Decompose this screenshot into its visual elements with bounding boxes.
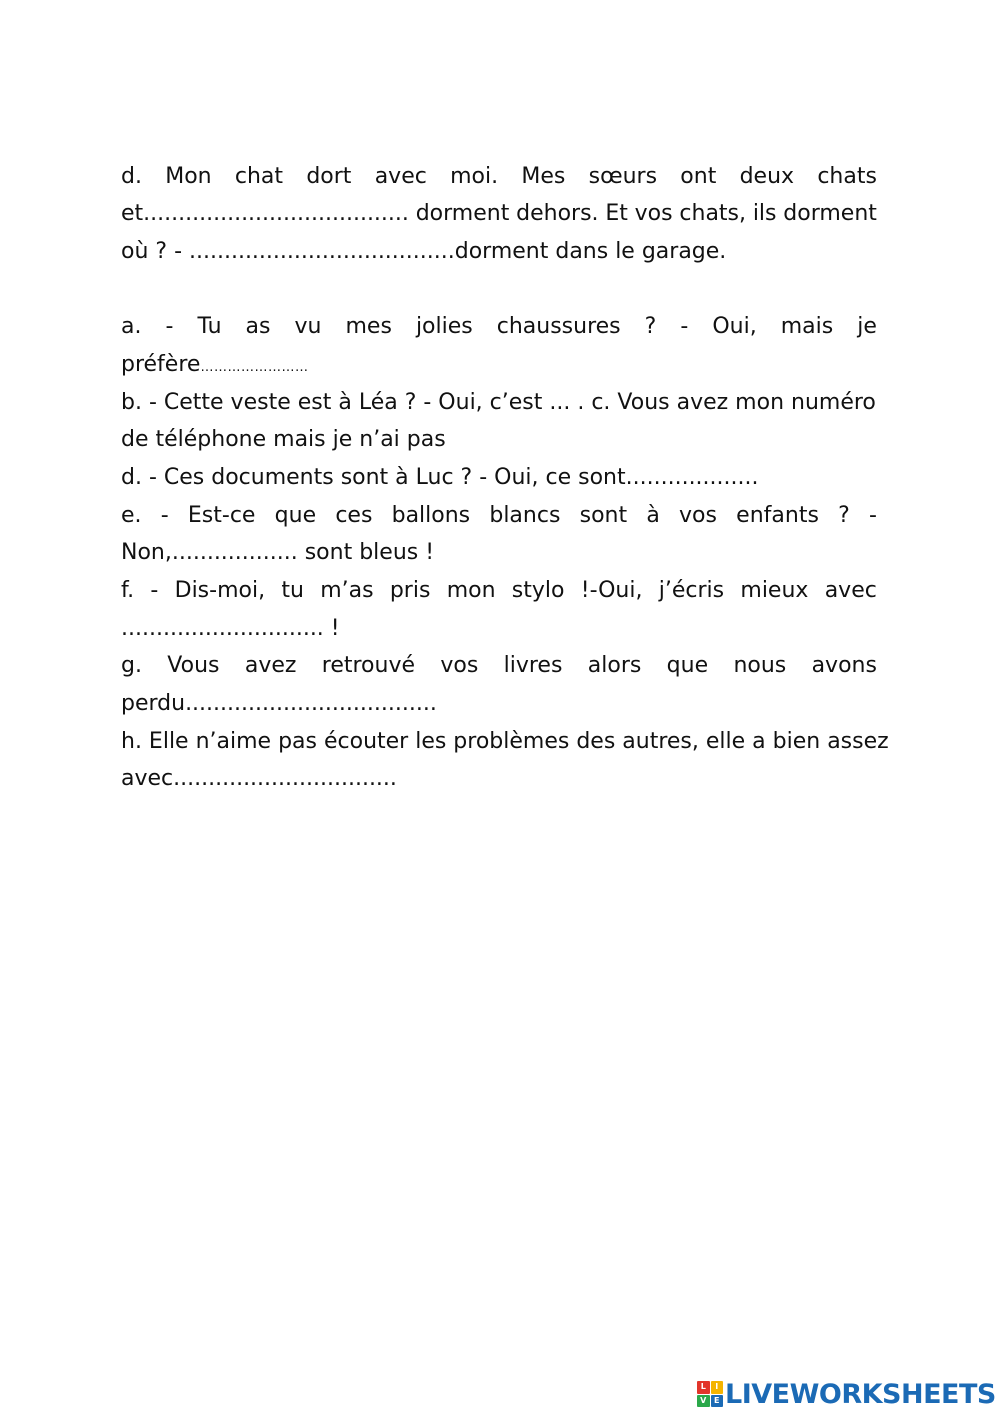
- word: -: [165, 314, 174, 339]
- exercise-a-blank: ……………………: [200, 360, 309, 375]
- word: que: [274, 503, 317, 528]
- exercise-g-line-1: [121, 651, 877, 681]
- word: -: [680, 314, 689, 339]
- exercise-f-line-2: ............................. !: [121, 616, 340, 641]
- word: et......................................: [121, 201, 409, 226]
- word: mieux: [740, 578, 809, 603]
- exercise-e-line-1: [121, 501, 877, 531]
- exercise-d-line-1: [121, 162, 877, 192]
- logo-text: LIVEWORKSHEETS: [725, 1378, 996, 1410]
- word: a.: [121, 314, 142, 339]
- word: chats,: [679, 201, 747, 226]
- word: mes: [345, 314, 392, 339]
- word: Mon: [165, 164, 212, 189]
- liveworksheets-logo[interactable]: [697, 1378, 996, 1410]
- word: e.: [121, 503, 142, 528]
- word: enfants: [736, 503, 819, 528]
- word: mais: [780, 314, 834, 339]
- word: ces: [335, 503, 373, 528]
- exercise-h-line-1: h. Elle n’aime pas écouter les problèmes des autres, elle a bien assez: [121, 729, 889, 754]
- word: vos: [440, 653, 479, 678]
- word: blancs: [489, 503, 561, 528]
- word: retrouvé: [321, 653, 416, 678]
- word: avec: [374, 164, 427, 189]
- word: je: [857, 314, 877, 339]
- exercise-d-line-3: où ? - ......................................dorment dans le garage.: [121, 239, 727, 264]
- word: vos: [634, 201, 673, 226]
- word: -: [869, 503, 877, 528]
- word: dorment: [783, 201, 877, 226]
- word: que: [666, 653, 709, 678]
- exercise-a-word: préfère: [121, 352, 201, 377]
- word: -: [150, 578, 159, 603]
- word: deux: [739, 164, 795, 189]
- exercise-b-line-2: de téléphone mais je n’ai pas: [121, 427, 446, 452]
- word: m’as: [320, 578, 374, 603]
- word: Dis-moi,: [174, 578, 266, 603]
- word: Mes: [521, 164, 566, 189]
- exercise-d2-line: d. - Ces documents sont à Luc ? - Oui, ce sont...................: [121, 465, 759, 490]
- word: avez: [244, 653, 297, 678]
- exercise-e-line-2: Non,.................. sont bleus !: [121, 540, 435, 565]
- word: ?: [838, 503, 850, 528]
- logo-letter: L: [697, 1381, 710, 1394]
- exercise-b-line-1: b. - Cette veste est à Léa ? - Oui, c’est ... . c. Vous avez mon numéro: [121, 390, 876, 415]
- word: dorment: [415, 201, 510, 226]
- word: g.: [121, 653, 142, 678]
- word: avons: [811, 653, 877, 678]
- word: Est-ce: [187, 503, 256, 528]
- word: mon: [446, 578, 496, 603]
- exercise-f-line-1: [121, 576, 877, 606]
- word: à: [646, 503, 660, 528]
- word: j’écris: [658, 578, 725, 603]
- exercise-h-line-2: avec................................: [121, 766, 397, 791]
- word: stylo: [511, 578, 565, 603]
- exercise-g-line-2: perdu....................................: [121, 691, 437, 716]
- word: dehors.: [516, 201, 599, 226]
- word: jolies: [415, 314, 473, 339]
- word: sœurs: [588, 164, 658, 189]
- word: Oui,: [712, 314, 757, 339]
- word: tu: [281, 578, 304, 603]
- word: chat: [234, 164, 284, 189]
- word: vos: [679, 503, 717, 528]
- logo-letter: I: [711, 1381, 724, 1394]
- word: Vous: [167, 653, 220, 678]
- word: livres: [503, 653, 563, 678]
- word: avec: [824, 578, 877, 603]
- word: d.: [121, 164, 142, 189]
- logo-letter: E: [711, 1395, 724, 1408]
- word: nous: [733, 653, 787, 678]
- word: dort: [306, 164, 352, 189]
- word: ont: [680, 164, 717, 189]
- word: ballons: [391, 503, 471, 528]
- word: f.: [121, 578, 135, 603]
- exercise-a-line-2: [121, 350, 877, 380]
- word: Tu: [197, 314, 222, 339]
- word: as: [245, 314, 271, 339]
- word: vu: [294, 314, 322, 339]
- word: Et: [605, 201, 628, 226]
- word: alors: [587, 653, 642, 678]
- exercise-d-line-2: [121, 199, 877, 229]
- word: chaussures: [496, 314, 621, 339]
- word: ils: [752, 201, 777, 226]
- word: chats: [817, 164, 877, 189]
- word: !-Oui,: [580, 578, 643, 603]
- word: sont: [579, 503, 628, 528]
- word: -: [160, 503, 169, 528]
- word: ?: [644, 314, 657, 339]
- exercise-a-line-1: [121, 312, 877, 342]
- word: pris: [389, 578, 431, 603]
- logo-letter: V: [697, 1395, 710, 1408]
- word: moi.: [450, 164, 499, 189]
- logo-mark-icon: [697, 1381, 723, 1407]
